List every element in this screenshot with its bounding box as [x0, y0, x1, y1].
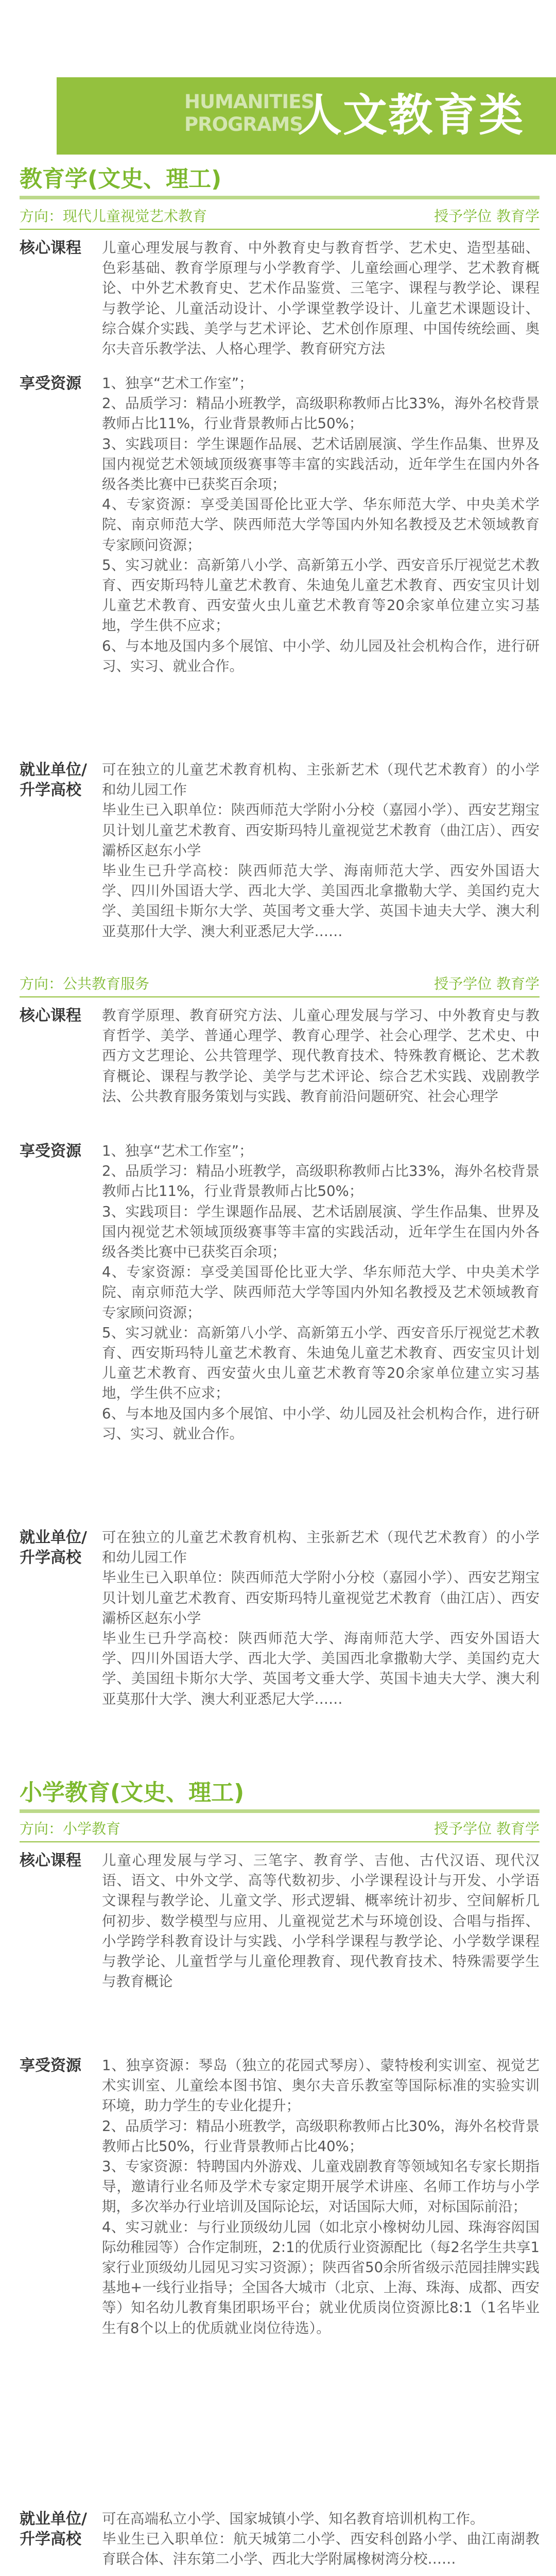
major-title-block — [20, 1778, 540, 1813]
employment-label — [20, 760, 97, 800]
resource-item: 2、品质学习：精品小班教学，高级职称教师占比30%，海外名校背景教师占比50%，行业背景教师占比40%； — [102, 2117, 540, 2155]
core-courses-text: 儿童心理发展与学习、三笔字、教育学、吉他、古代汉语、现代汉语、语文、中外文学、高等代数初步、小学课程设计与开发、小学语文课程与教学论、儿童文学、形式逻辑、概率统计初步、空间解析几何初步、数学模型与应用、儿童视觉艺术与环境创设、合唱与指挥、小学跨学科教育设计与实践、小学科学课程与教学论、小学数学课程与教学论、儿童哲学与儿童伦理教育、现代教育技术、特殊需要学生与教育概论 — [102, 1852, 540, 1990]
direction-header — [20, 1818, 540, 1842]
employment-item: 可在高端私立小学、国家城镇小学、知名教育培训机构工作。 — [102, 2511, 484, 2527]
resource-item: 1、独享资源：琴岛（独立的花园式琴房）、蒙特梭利实训室、视觉艺术实训室、儿童绘本图书馆、奥尔夫音乐教室等国际标准的实验实训环境，助力学生的专业化提升； — [102, 2057, 540, 2114]
banner-en-line2: PROGRAMS — [184, 113, 303, 135]
employment-item: 毕业生已升学高校：陕西师范大学、海南师范大学、西安外国语大学、四川外国语大学、西北大学、美国西北拿撒勒大学、美国约克大学、美国纽卡斯尔大学、英国考文垂大学、英国卡迪夫大学、澳大利亚莫那什大学、澳大利亚悉尼大学…… — [102, 862, 540, 940]
employment-text — [102, 2509, 540, 2570]
resources-label: 享受资源 — [20, 2057, 81, 2075]
resource-item: 1、独享“艺术工作室”； — [102, 1143, 253, 1159]
resource-item: 3、实践项目：学生课题作品展、艺术话剧展演、学生作品集、世界及国内视觉艺术领域顶级赛事等丰富的实践活动，近年学生在国内外各级各类比赛中已获奖百余项； — [102, 435, 540, 493]
degree-label: 授予学位 教育学 — [434, 208, 540, 225]
direction-header — [20, 973, 540, 997]
resource-item: 5、实习就业：高新第八小学、高新第五小学、西安音乐厅视觉艺术教育、西安斯玛特儿童艺术教育、朱迪兔儿童艺术教育、西安宝贝计划儿童艺术教育、西安萤火虫儿童艺术教育等20余家单位建立实习基地，学生供不应求； — [102, 1324, 540, 1402]
section-banner — [0, 77, 556, 155]
degree-label: 授予学位 教育学 — [434, 975, 540, 992]
resource-item: 5、实习就业：高新第八小学、高新第五小学、西安音乐厅视觉艺术教育、西安斯玛特儿童艺术教育、朱迪兔儿童艺术教育、西安宝贝计划儿童艺术教育、西安萤火虫儿童艺术教育等20余家单位建立实习基地，学生供不应求； — [102, 556, 540, 634]
employment-item: 可在独立的儿童艺术教育机构、主张新艺术（现代艺术教育）的小学和幼儿园工作 — [102, 1529, 540, 1566]
direction-name: 方向：公共教育服务 — [20, 975, 150, 992]
direction-name: 方向：小学教育 — [20, 1820, 121, 1837]
core-courses-label: 核心课程 — [20, 1852, 81, 1870]
banner-chinese-title: 人文教育类 — [298, 90, 524, 141]
employment-item: 毕业生已升学高校：陕西师范大学、海南师范大学、西安外国语大学、四川外国语大学、西北大学、美国西北拿撒勒大学、美国约克大学、美国纽卡斯尔大学、英国考文垂大学、英国卡迪夫大学、澳大利亚莫那什大学、澳大利亚悉尼大学…… — [102, 1630, 540, 1707]
resource-item: 4、专家资源：享受美国哥伦比亚大学、华东师范大学、中央美术学院、南京师范大学、陕西师范大学等国内外知名教授及艺术领域教育专家顾问资源； — [102, 1264, 540, 1321]
resource-item: 1、独享“艺术工作室”； — [102, 375, 253, 392]
major-underline — [20, 196, 540, 199]
employment-label — [20, 1528, 97, 1568]
employment-item: 毕业生已入职单位：航天城第二小学、西安科创路小学、曲江南湖教育联合体、沣东第二小学、西北大学附属橡树湾分校…… — [102, 2531, 540, 2568]
resource-item: 3、实践项目：学生课题作品展、艺术话剧展演、学生作品集、世界及国内视觉艺术领域顶级赛事等丰富的实践活动，近年学生在国内外各级各类比赛中已获奖百余项； — [102, 1203, 540, 1261]
employment-text — [102, 1528, 540, 1709]
resources-text — [102, 2056, 540, 2338]
degree-label: 授予学位 教育学 — [434, 1820, 540, 1837]
employment-label-line1: 就业单位/ — [20, 2510, 87, 2528]
resource-item: 3、专家资源：特聘国内外游戏、儿童戏剧教育等领域知名专家长期指导，邀请行业名师及学术专家定期开展学术讲座、名师工作坊与小学期，多次举办行业培训及国际论坛，对话国际大师，对标国际前沿； — [102, 2158, 540, 2215]
employment-label-line2: 升学高校 — [20, 781, 81, 799]
employment-label — [20, 2509, 97, 2549]
employment-item: 可在独立的儿童艺术教育机构、主张新艺术（现代艺术教育）的小学和幼儿园工作 — [102, 761, 540, 799]
core-courses-label: 核心课程 — [20, 239, 81, 257]
employment-label-line2: 升学高校 — [20, 2530, 81, 2548]
employment-label-line1: 就业单位/ — [20, 761, 87, 779]
banner-en-line1: HUMANITIES — [184, 91, 315, 113]
resource-item: 2、品质学习：精品小班教学，高级职称教师占比33%，海外名校背景教师占比11%，行业背景教师占比50%； — [102, 395, 540, 432]
resource-item: 6、与本地及国内多个展馆、中小学、幼儿园及社会机构合作，进行研习、实习、就业合作。 — [102, 637, 540, 674]
resource-item: 4、实习就业：与行业顶级幼儿园（如北京小橡树幼儿园、珠海容闳国际幼稚园等）合作定制班，2:1的优质行业资源配比（每2名学生共享1家行业顶级幼儿园见习实习资源）；陕西省50余所省级示范园挂牌实践基地+一线行业指导；全国各大城市（北京、上海、珠海、成都、西安等）知名幼儿教育集团职场平台；就业优质岗位资源比8:1（1名毕业生有8个以上的优质就业岗位待选）。 — [102, 2218, 540, 2336]
resource-item: 2、品质学习：精品小班教学，高级职称教师占比33%，海外名校背景教师占比11%，行业背景教师占比50%； — [102, 1163, 540, 1200]
resources-label: 享受资源 — [20, 375, 81, 393]
major-underline — [20, 1809, 540, 1813]
major-title: 教育学(文史、理工) — [20, 166, 222, 192]
banner-english-title — [184, 91, 315, 136]
major-title-block — [20, 165, 540, 199]
resources-text — [102, 1141, 540, 1444]
employment-label-line1: 就业单位/ — [20, 1529, 87, 1547]
employment-label-line2: 升学高校 — [20, 1549, 81, 1567]
core-courses-text: 儿童心理发展与教育、中外教育史与教育哲学、艺术史、造型基础、色彩基础、教育学原理与小学教育学、儿童绘画心理学、艺术教育概论、中外艺术教育史、艺术作品鉴赏、三笔字、课程与教学论、课程与教学论、儿童活动设计、小学课堂教学设计、儿童艺术课题设计、综合媒介实践、美学与艺术评论、艺术创作原理、中国传统绘画、奥尔夫音乐教学法、人格心理学、教育研究方法 — [102, 240, 540, 358]
employment-text — [102, 760, 540, 942]
direction-header — [20, 205, 540, 230]
resource-item: 6、与本地及国内多个展馆、中小学、幼儿园及社会机构合作，进行研习、实习、就业合作。 — [102, 1405, 540, 1442]
employment-item: 毕业生已入职单位：陕西师范大学附小分校（嘉园小学）、西安艺翔宝贝计划儿童艺术教育、西安斯玛特儿童视觉艺术教育（曲江店）、西安灞桥区赵东小学 — [102, 1569, 540, 1626]
employment-item: 毕业生已入职单位：陕西师范大学附小分校（嘉园小学）、西安艺翔宝贝计划儿童艺术教育、西安斯玛特儿童视觉艺术教育（曲江店）、西安灞桥区赵东小学 — [102, 802, 540, 859]
resources-text — [102, 374, 540, 676]
resource-item: 4、专家资源：享受美国哥伦比亚大学、华东师范大学、中央美术学院、南京师范大学、陕西师范大学等国内外知名教授及艺术领域教育专家顾问资源； — [102, 496, 540, 553]
resources-label: 享受资源 — [20, 1142, 81, 1160]
core-courses-text: 教育学原理、教育研究方法、儿童心理发展与学习、中外教育史与教育哲学、美学、普通心理学、教育心理学、社会心理学、艺术史、中西方文艺理论、公共管理学、现代教育技术、特殊教育概论、艺术教育概论、课程与教学论、美学与艺术评论、综合艺术实践、戏剧教学法、公共教育服务策划与实践、教育前沿问题研究、社会心理学 — [102, 1007, 540, 1105]
core-courses-label: 核心课程 — [20, 1007, 81, 1025]
direction-name: 方向：现代儿童视觉艺术教育 — [20, 208, 207, 225]
major-title: 小学教育(文史、理工) — [20, 1780, 245, 1806]
